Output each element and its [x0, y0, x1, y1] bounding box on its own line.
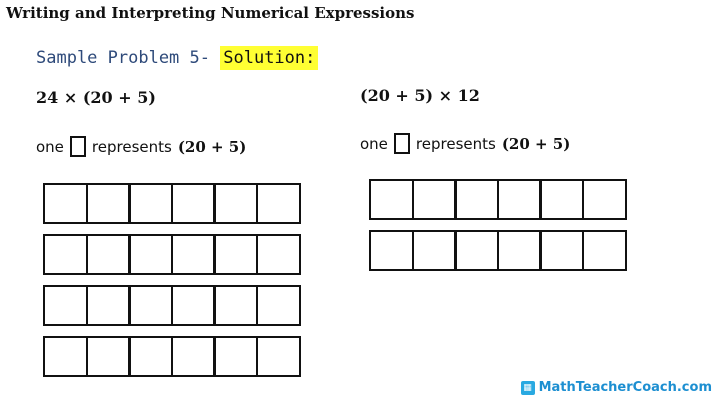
grid-cell [128, 234, 173, 275]
grid-cell [582, 230, 627, 271]
left-box-grid [43, 183, 298, 377]
grid-row [369, 230, 624, 271]
grid-cell [128, 336, 173, 377]
grid-cell [369, 230, 414, 271]
grid-row [369, 179, 624, 220]
grid-cell [412, 230, 457, 271]
right-rep-text: represents [415, 134, 496, 153]
left-rep-expr: (20 + 5) [177, 137, 247, 156]
right-box-grid [369, 179, 624, 271]
grid-row [43, 336, 298, 377]
left-represents-line [36, 136, 246, 157]
grid-row [43, 183, 298, 224]
grid-cell [256, 234, 301, 275]
left-expression: 24 × (20 + 5) [36, 88, 156, 107]
heading-prefix: Sample Problem 5- [36, 48, 210, 68]
grid-cell [213, 234, 258, 275]
left-rep-word: one [36, 137, 64, 156]
grid-cell [171, 285, 216, 326]
grid-cell [412, 179, 457, 220]
grid-cell [43, 285, 88, 326]
grid-cell [454, 179, 499, 220]
right-expression: (20 + 5) × 12 [360, 86, 480, 105]
grid-cell [86, 183, 131, 224]
grid-row [43, 285, 298, 326]
grid-cell [256, 285, 301, 326]
grid-cell [497, 230, 542, 271]
grid-cell [213, 285, 258, 326]
grid-cell [86, 234, 131, 275]
footer-logo [521, 380, 712, 395]
grid-cell [213, 183, 258, 224]
grid-cell [171, 183, 216, 224]
grid-cell [539, 179, 584, 220]
grid-cell [369, 179, 414, 220]
grid-cell [128, 183, 173, 224]
left-rep-text: represents [91, 137, 172, 156]
grid-cell [454, 230, 499, 271]
grid-cell [582, 179, 627, 220]
right-rep-expr: (20 + 5) [501, 134, 571, 153]
slide-title: Writing and Interpreting Numerical Expressions [6, 4, 415, 22]
grid-cell [213, 336, 258, 377]
grid-cell [86, 336, 131, 377]
heading-highlight: Solution: [220, 46, 318, 70]
logo-text: MathTeacherCoach.com [538, 380, 712, 395]
right-represents-line [360, 133, 570, 154]
grid-cell [128, 285, 173, 326]
grid-cell [43, 234, 88, 275]
unit-box-icon [394, 133, 410, 154]
grid-cell [43, 336, 88, 377]
problem-heading [36, 48, 318, 68]
grid-cell [539, 230, 584, 271]
grid-cell [171, 234, 216, 275]
calculator-icon: ▦ [521, 381, 535, 395]
grid-row [43, 234, 298, 275]
right-rep-word: one [360, 134, 388, 153]
grid-cell [171, 336, 216, 377]
grid-cell [497, 179, 542, 220]
grid-cell [256, 336, 301, 377]
grid-cell [43, 183, 88, 224]
unit-box-icon [70, 136, 86, 157]
grid-cell [256, 183, 301, 224]
grid-cell [86, 285, 131, 326]
